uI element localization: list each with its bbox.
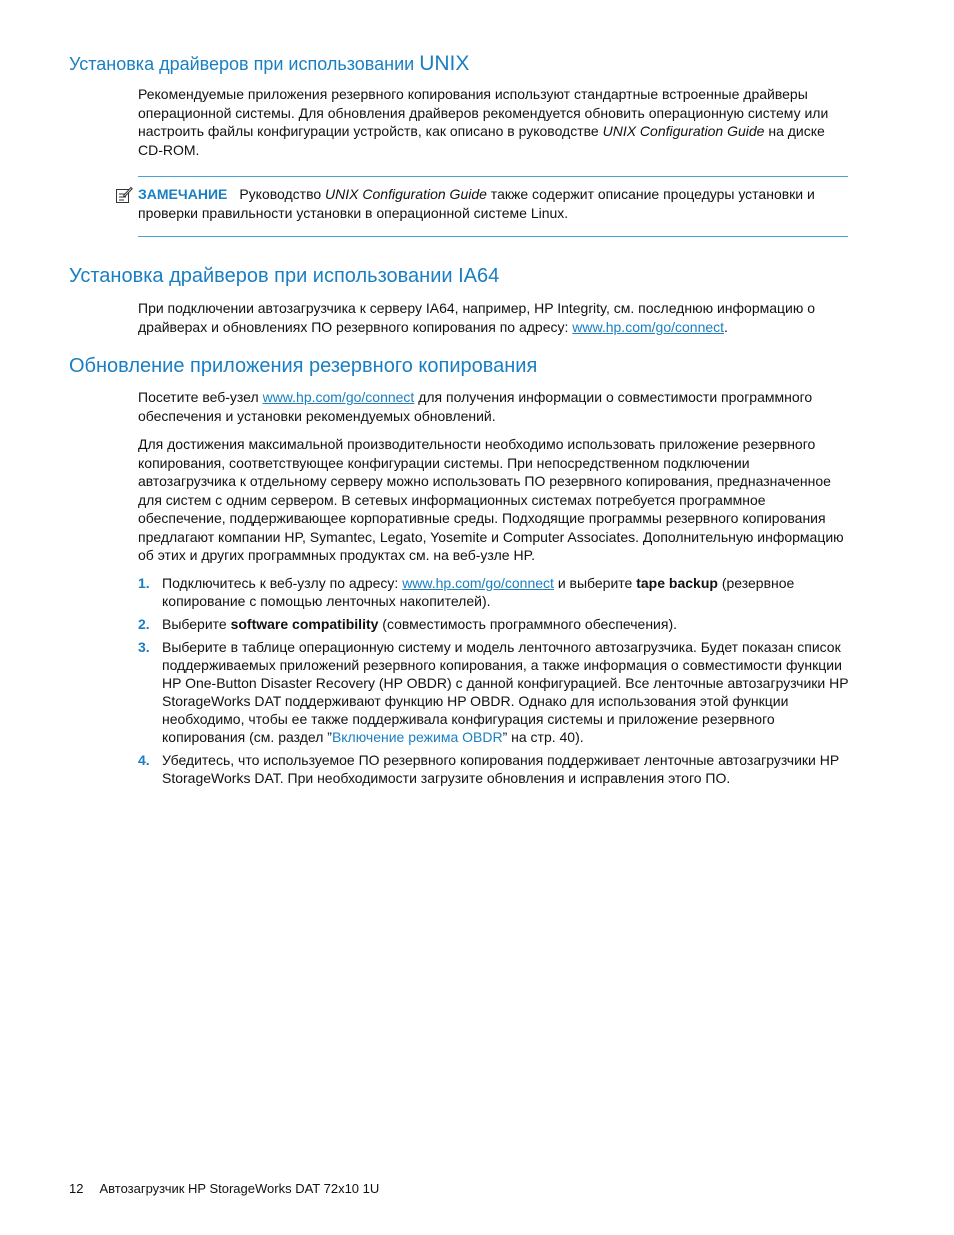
ia64-para-end: . (724, 318, 728, 335)
steps-list (138, 574, 850, 792)
note-text (138, 185, 848, 223)
page-number: 12 (69, 1181, 84, 1196)
heading-unix-prefix: Установка драйверов при использовании (69, 54, 420, 74)
note-text-end: также содержит описание процедуры установки и проверки правильности установки в операционной системе Linux. (138, 186, 815, 221)
step-bold-term: tape backup (636, 575, 718, 591)
step-text: (резервное копирование с помощью ленточных накопителей). (162, 575, 795, 609)
step-text: ” на стр. 40). (502, 729, 584, 745)
heading-unix (69, 52, 469, 76)
step-text: (совместимость программного обеспечения). (378, 616, 678, 632)
step-text: Подключитесь к веб-узлу по адресу: (162, 575, 403, 591)
obdr-xref-link[interactable]: Включение режима OBDR (331, 729, 503, 745)
update-paragraph-2: Для достижения максимальной производительности необходимо использовать приложение резервного копирования, соответствующее конфигурации системы. При непосредственном подключении автозагрузчика к отдельному серверу можно использовать ПО резервного копирования, предназначенное для систем с одним сервером. В сетевых информационных системах потребуется программное обеспечение, поддерживающее корпоративные среды. Подходящие программы резервного копирования предлагают компании HP, Symantec, Legato, Yosemite и Computer Associates. Дополнительную информацию об этих и других программных продуктах см. на веб-узле HP. (138, 436, 844, 563)
step-number: 2. (138, 616, 150, 632)
ia64-para-text: При подключении автозагрузчика к серверу IA64, например, HP Integrity, см. последнюю информацию о драйверах и обновлениях ПО резервного копирования по адресу: (138, 300, 816, 335)
note-guide-title: UNIX Configuration Guide (325, 186, 487, 202)
step-item (138, 638, 850, 746)
step-text: и выберите (553, 575, 637, 591)
heading-update: Обновление приложения резервного копирования (69, 355, 538, 377)
page-footer (69, 1181, 379, 1196)
note-label: ЗАМЕЧАНИЕ (138, 186, 228, 202)
step-item (138, 615, 850, 633)
note-divider-top (138, 176, 848, 177)
ia64-paragraph (138, 299, 850, 336)
heading-ia64: Установка драйверов при использовании IA64 (69, 265, 500, 287)
unix-paragraph (138, 85, 850, 159)
unix-guide-title: UNIX Configuration Guide (602, 123, 765, 139)
heading-unix-suffix: UNIX (419, 52, 470, 75)
step-text: Выберите в таблице операционную систему и модель ленточного автозагрузчика. Будет показан список поддерживаемых приложений резервного копирования, а также информация о совместимости функции HP One-Button Disaster Recovery (HP OBDR) с данной конфигурацией. Все ленточные автозагрузчики HP StorageWorks DAT поддерживают функцию HP OBDR. Однако для использования этой функции необходимо, чтобы ее также поддерживала конфигурация системы и приложение резервного копирования (см. раздел ” (162, 639, 849, 745)
ia64-connect-link[interactable]: www.hp.com/go/connect (572, 318, 725, 335)
step-number: 1. (138, 575, 150, 591)
step-number: 3. (138, 639, 150, 655)
step-item (138, 751, 850, 787)
note-icon (115, 186, 133, 204)
step-number: 4. (138, 752, 150, 768)
update-connect-link[interactable]: www.hp.com/go/connect (262, 389, 415, 405)
step-text: Выберите (162, 616, 231, 632)
update-p1-start: Посетите веб-узел (138, 389, 263, 405)
note-divider-bottom (138, 236, 848, 237)
note-text-start: Руководство (239, 186, 326, 202)
update-paragraph-1 (138, 388, 850, 425)
step-bold-term: software compatibility (230, 616, 379, 632)
unix-para-text: Рекомендуемые приложения резервного копирования используют стандартные встроенные драйверы операционной системы. Для обновления драйверов рекомендуется обновить операционную систему или настроить файлы конфигурации устройств, как описано в руководстве (138, 86, 829, 139)
step-item (138, 574, 850, 610)
update-p1-end: для получения информации о совместимости программного обеспечения и установки рекомендуемых обновлений. (138, 389, 813, 424)
step-text: Убедитесь, что используемое ПО резервного копирования поддерживает ленточные автозагрузчики HP StorageWorks DAT. При необходимости загрузите обновления и исправления этого ПО. (162, 752, 839, 786)
step-connect-link[interactable]: www.hp.com/go/connect (402, 575, 554, 591)
unix-para-end: на диске CD-ROM. (138, 123, 825, 158)
footer-title: Автозагрузчик HP StorageWorks DAT 72x10 1U (99, 1181, 380, 1196)
